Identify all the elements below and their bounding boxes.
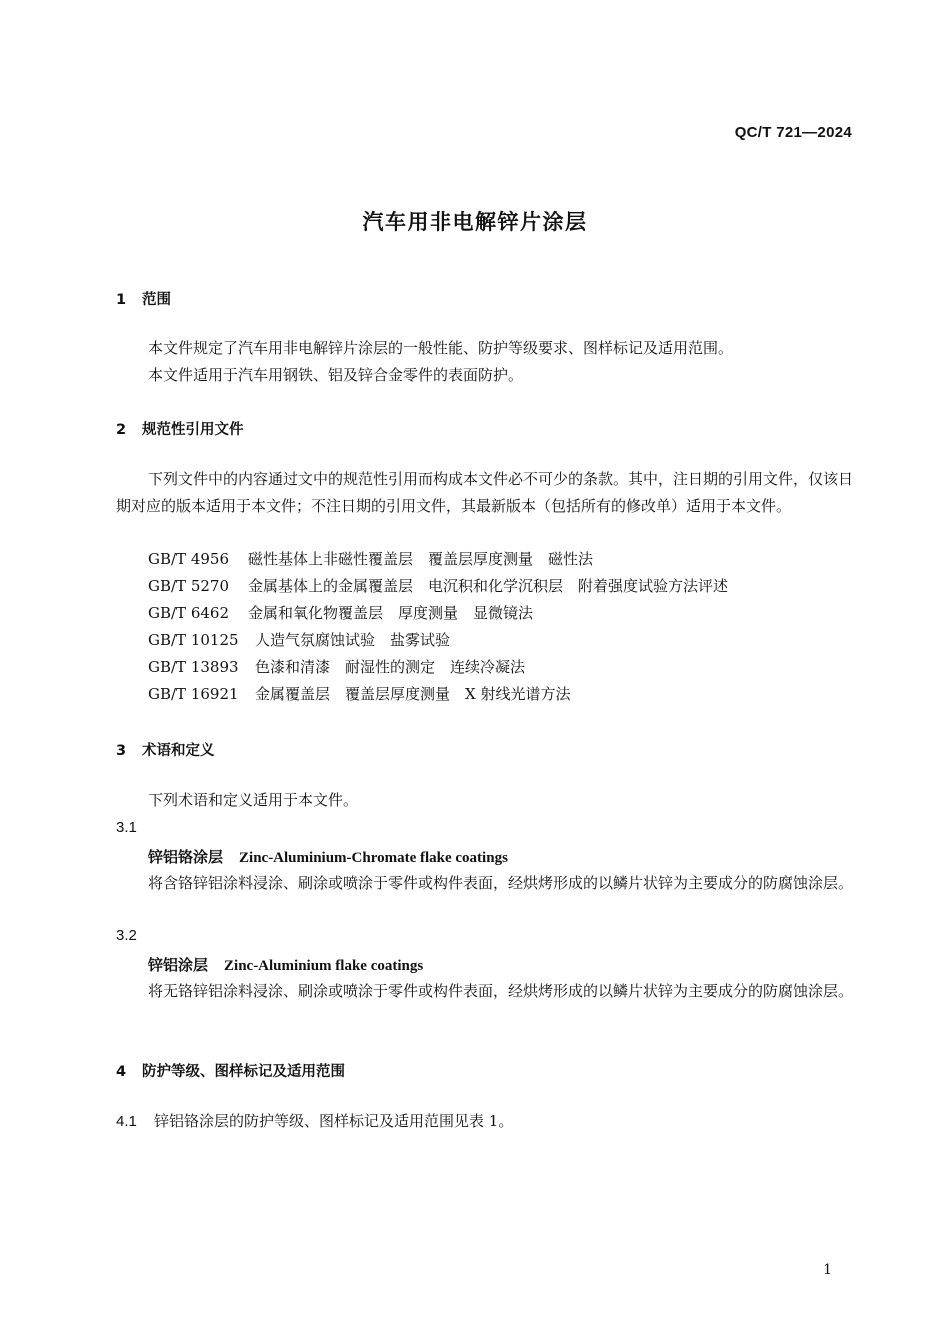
section-title: 范围 xyxy=(142,292,171,308)
reference-code: GB/T 13893 xyxy=(148,658,239,676)
paragraph: 本文件适用于汽车用钢铁、铝及锌合金零件的表面防护。 xyxy=(148,366,524,384)
reference-code: GB/T 10125 xyxy=(148,631,239,649)
paragraph: 本文件规定了汽车用非电解锌片涂层的一般性能、防护等级要求、图样标记及适用范围。 xyxy=(148,339,734,357)
section-number: 1 xyxy=(116,292,127,308)
reference-title: 金属基体上的金属覆盖层 电沉积和化学沉积层 附着强度试验方法评述 xyxy=(248,577,729,595)
reference-item xyxy=(148,575,728,596)
term-heading xyxy=(148,846,508,867)
reference-code: GB/T 4956 xyxy=(148,550,230,568)
term-number: 3.2 xyxy=(116,927,137,944)
document-title: 汽车用非电解锌片涂层 xyxy=(362,210,588,234)
reference-item xyxy=(148,656,525,677)
term-definition: 将无铬锌铝涂料浸涂、刷涂或喷涂于零件或构件表面，经烘烤形成的以鳞片状锌为主要成分的防腐蚀涂层。 xyxy=(148,982,854,1000)
term-definition: 将含铬锌铝涂料浸涂、刷涂或喷涂于零件或构件表面，经烘烤形成的以鳞片状锌为主要成分的防腐蚀涂层。 xyxy=(148,874,854,892)
section-number: 4 xyxy=(116,1064,127,1080)
reference-code: GB/T 5270 xyxy=(148,577,230,595)
clause-text: 锌铝铬涂层的防护等级、图样标记及适用范围见表 1。 xyxy=(154,1112,514,1130)
section-title: 术语和定义 xyxy=(142,743,215,759)
reference-item xyxy=(148,683,570,704)
paragraph: 下列文件中的内容通过文中的规范性引用而构成本文件必不可少的条款。其中，注日期的引用文件，仅该日期对应的版本适用于本文件；不注日期的引用文件，其最新版本（包括所有的修改单）适用于本文件。 xyxy=(116,470,854,515)
term-cn: 锌铝铬涂层 xyxy=(148,848,224,866)
section-number: 3 xyxy=(116,743,127,759)
section-3-heading xyxy=(116,739,215,760)
term-cn: 锌铝涂层 xyxy=(148,956,209,974)
reference-title: 色漆和清漆 耐湿性的测定 连续冷凝法 xyxy=(255,658,526,676)
standard-code: QC/T 721—2024 xyxy=(734,124,852,141)
reference-title: 磁性基体上非磁性覆盖层 覆盖层厚度测量 磁性法 xyxy=(248,550,594,568)
term-en: Zinc-Aluminium flake coatings xyxy=(224,958,424,974)
clause-number: 4.1 xyxy=(116,1113,137,1130)
page-number: 1 xyxy=(823,1262,832,1278)
reference-title: 金属和氧化物覆盖层 厚度测量 显微镜法 xyxy=(248,604,534,622)
section-title: 防护等级、图样标记及适用范围 xyxy=(142,1064,345,1080)
term-en: Zinc-Aluminium-Chromate flake coatings xyxy=(239,850,508,866)
reference-code: GB/T 6462 xyxy=(148,604,230,622)
section-2-heading xyxy=(116,418,244,439)
reference-title: 金属覆盖层 覆盖层厚度测量 X 射线光谱方法 xyxy=(255,685,571,703)
paragraph: 下列术语和定义适用于本文件。 xyxy=(148,791,359,809)
reference-title: 人造气氛腐蚀试验 盐雾试验 xyxy=(255,631,451,649)
term-number: 3.1 xyxy=(116,819,137,836)
section-title: 规范性引用文件 xyxy=(142,422,244,438)
section-number: 2 xyxy=(116,422,127,438)
reference-code: GB/T 16921 xyxy=(148,685,239,703)
reference-item xyxy=(148,629,450,650)
section-1-heading xyxy=(116,288,171,309)
reference-item xyxy=(148,602,533,623)
term-heading xyxy=(148,954,423,975)
section-4-heading xyxy=(116,1060,345,1081)
clause-4-1 xyxy=(116,1110,513,1131)
reference-item xyxy=(148,548,593,569)
